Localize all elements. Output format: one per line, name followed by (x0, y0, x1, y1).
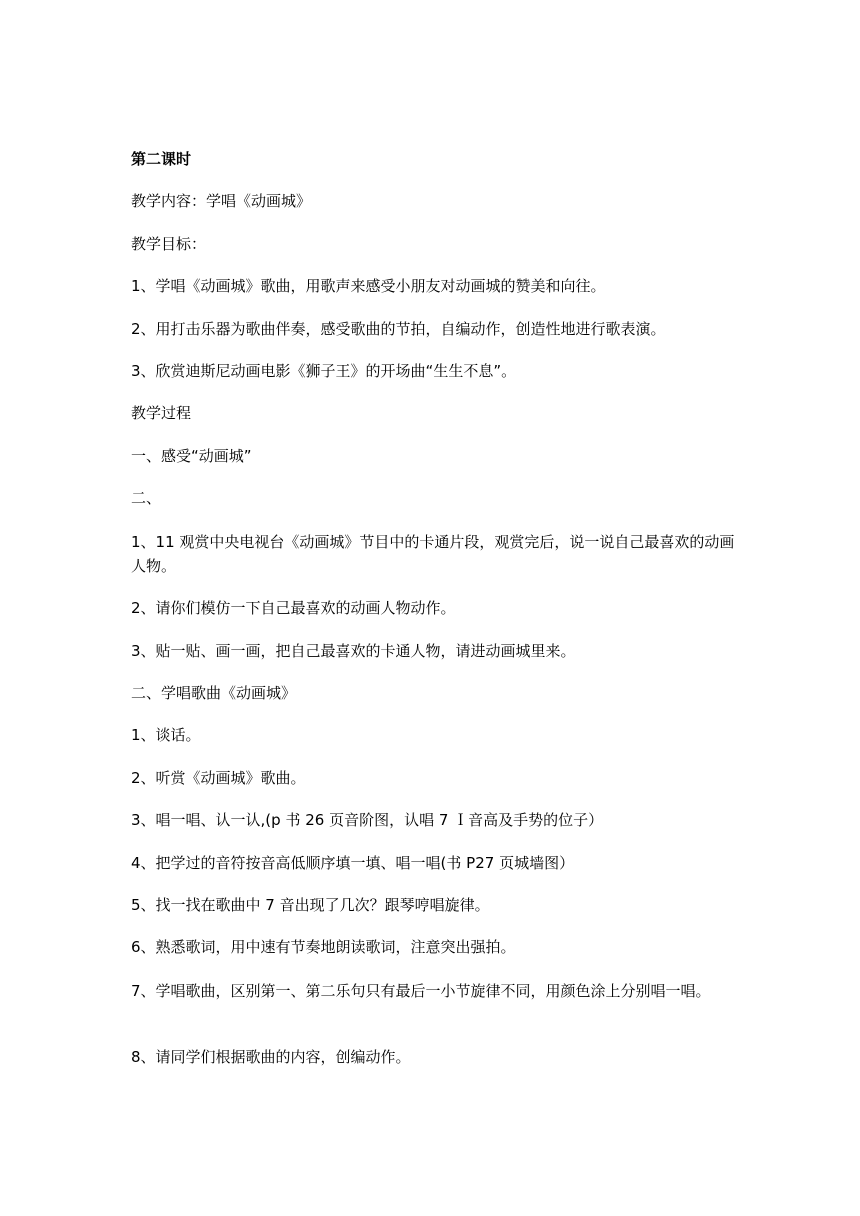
section-heading-3: 二、学唱歌曲《动画城》 (131, 684, 297, 702)
step-item: 2、听赏《动画城》歌曲。 (131, 769, 306, 787)
document-title: 第二课时 (131, 150, 192, 168)
teaching-process-heading: 教学过程 (131, 404, 192, 422)
step-item: 3、贴一贴、画一画，把自己最喜欢的卡通人物，请进动画城里来。 (131, 642, 576, 660)
section-heading-2: 二、 (131, 489, 162, 507)
step-item: 5、找一找在歌曲中 7 音出现了几次？跟琴哼唱旋律。 (131, 896, 490, 914)
document-page (131, 0, 741, 1216)
teaching-content: 教学内容：学唱《动画城》 (131, 192, 312, 210)
step-item: 3、唱一唱、认一认,(p 书 26 页音阶图，认唱 7 Ｉ音高及手势的位子） (131, 811, 604, 829)
teaching-goals-heading: 教学目标： (131, 235, 207, 253)
step-item: 4、把学过的音符按音高低顺序填一填、唱一唱(书 P27 页城墙图） (131, 854, 575, 872)
step-item: 2、请你们模仿一下自己最喜欢的动画人物动作。 (131, 599, 456, 617)
step-item: 8、请同学们根据歌曲的内容，创编动作。 (131, 1048, 411, 1066)
goal-item-1: 1、学唱《动画城》歌曲，用歌声来感受小朋友对动画城的赞美和向往。 (131, 277, 606, 295)
step-item: 1、谈话。 (131, 726, 201, 744)
step-item: 6、熟悉歌词，用中速有节奏地朗读歌词，注意突出强拍。 (131, 938, 516, 956)
section-heading-1: 一、感受“动画城” (131, 447, 252, 465)
goal-item-2: 2、用打击乐器为歌曲伴奏，感受歌曲的节拍，自编动作，创造性地进行歌表演。 (131, 320, 666, 338)
step-item: 7、学唱歌曲，区别第一、第二乐句只有最后一小节旋律不同，用颜色涂上分别唱一唱。 (131, 982, 711, 1000)
step-item: 1、11 观赏中央电视台《动画城》节目中的卡通片段，观赏完后，说一说自己最喜欢的动画人物。 (131, 533, 735, 575)
goal-item-3: 3、欣赏迪斯尼动画电影《狮子王》的开场曲“生生不息”。 (131, 362, 517, 380)
